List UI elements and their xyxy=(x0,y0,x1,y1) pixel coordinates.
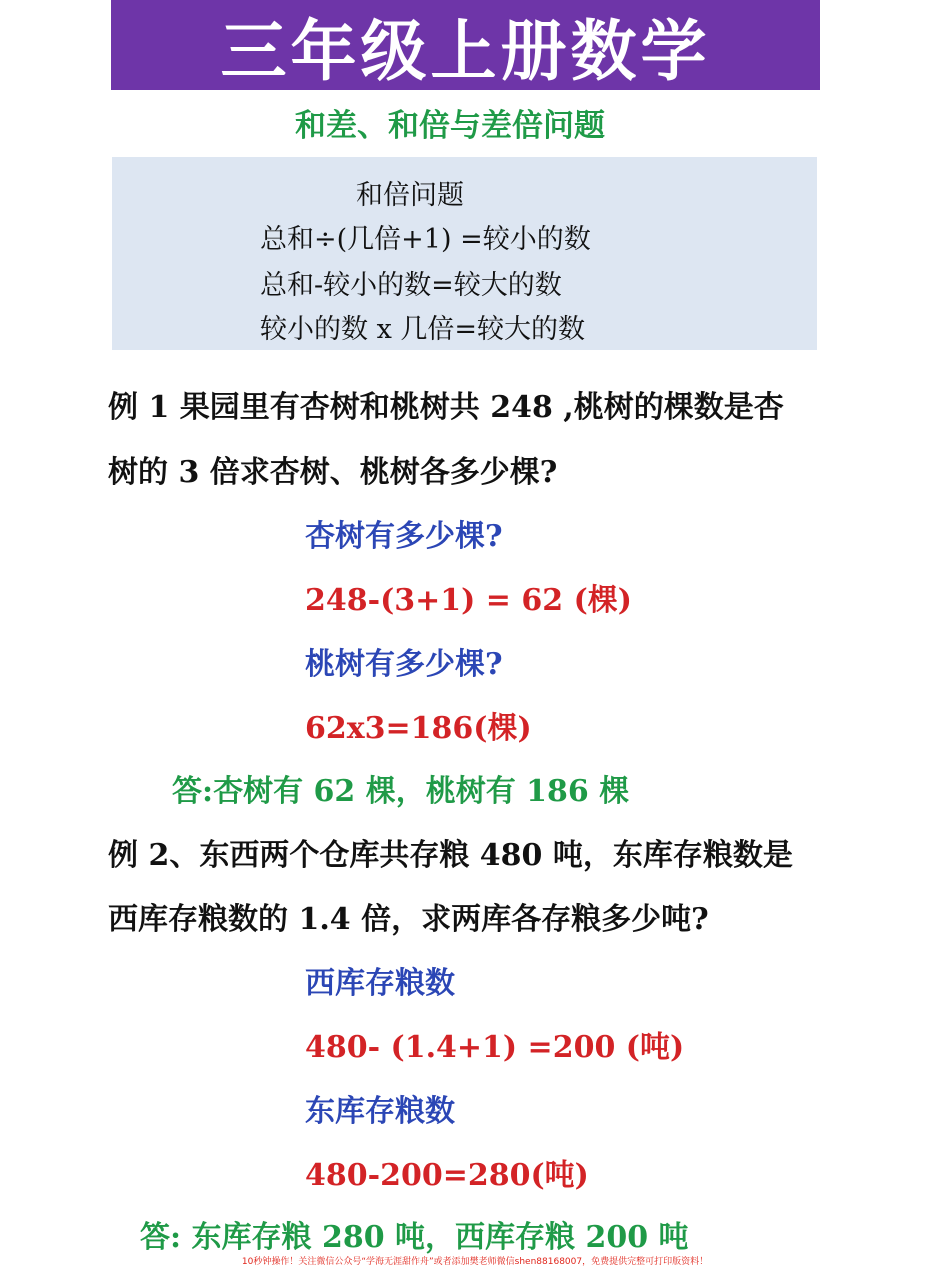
example1-step1-question: 杏树有多少棵? xyxy=(305,519,503,554)
formula-line-1: 总和÷(几倍+1) =较小的数 xyxy=(260,224,591,255)
example1-question-line1: 例 1 果园里有杏树和桃树共 248 ,桃树的棵数是杏 xyxy=(108,390,784,425)
example1-question-line2: 树的 3 倍求杏树、桃树各多少棵? xyxy=(108,455,558,490)
example1-step2-question: 桃树有多少棵? xyxy=(305,647,503,682)
example2-question-line2: 西库存粮数的 1.4 倍，求两库各存粮多少吨? xyxy=(108,902,709,937)
example1-step1-calc: 248-(3+1) = 62 (棵) xyxy=(305,583,632,618)
example2-step1-question: 西库存粮数 xyxy=(305,966,455,1001)
example2-step1-calc: 480- (1.4+1) =200 (吨) xyxy=(305,1030,685,1065)
formula-line-2: 总和-较小的数=较大的数 xyxy=(260,270,562,301)
page-subtitle: 和差、和倍与差倍问题 xyxy=(295,108,605,144)
example2-answer: 答: 东库存粮 280 吨，西库存粮 200 吨 xyxy=(140,1220,689,1255)
example2-question-line1: 例 2、东西两个仓库共存粮 480 吨，东库存粮数是 xyxy=(108,838,793,873)
formula-box xyxy=(112,157,817,350)
example1-step2-calc: 62x3=186(棵) xyxy=(305,711,532,746)
formula-line-3: 较小的数 x 几倍=较大的数 xyxy=(260,314,586,345)
formula-heading: 和倍问题 xyxy=(356,180,464,211)
example2-step2-question: 东库存粮数 xyxy=(305,1094,455,1129)
example1-answer: 答:杏树有 62 棵，桃树有 186 棵 xyxy=(172,774,630,809)
example2-step2-calc: 480-200=280(吨) xyxy=(305,1158,589,1193)
page-title: 三年级上册数学 xyxy=(220,12,711,90)
footer-note: 10秒钟操作！关注微信公众号“学海无涯甜作舟”或者添加樊老师微信shen88168007，免费提供完整可打印版资料！ xyxy=(241,1257,709,1267)
title-banner xyxy=(111,0,820,90)
